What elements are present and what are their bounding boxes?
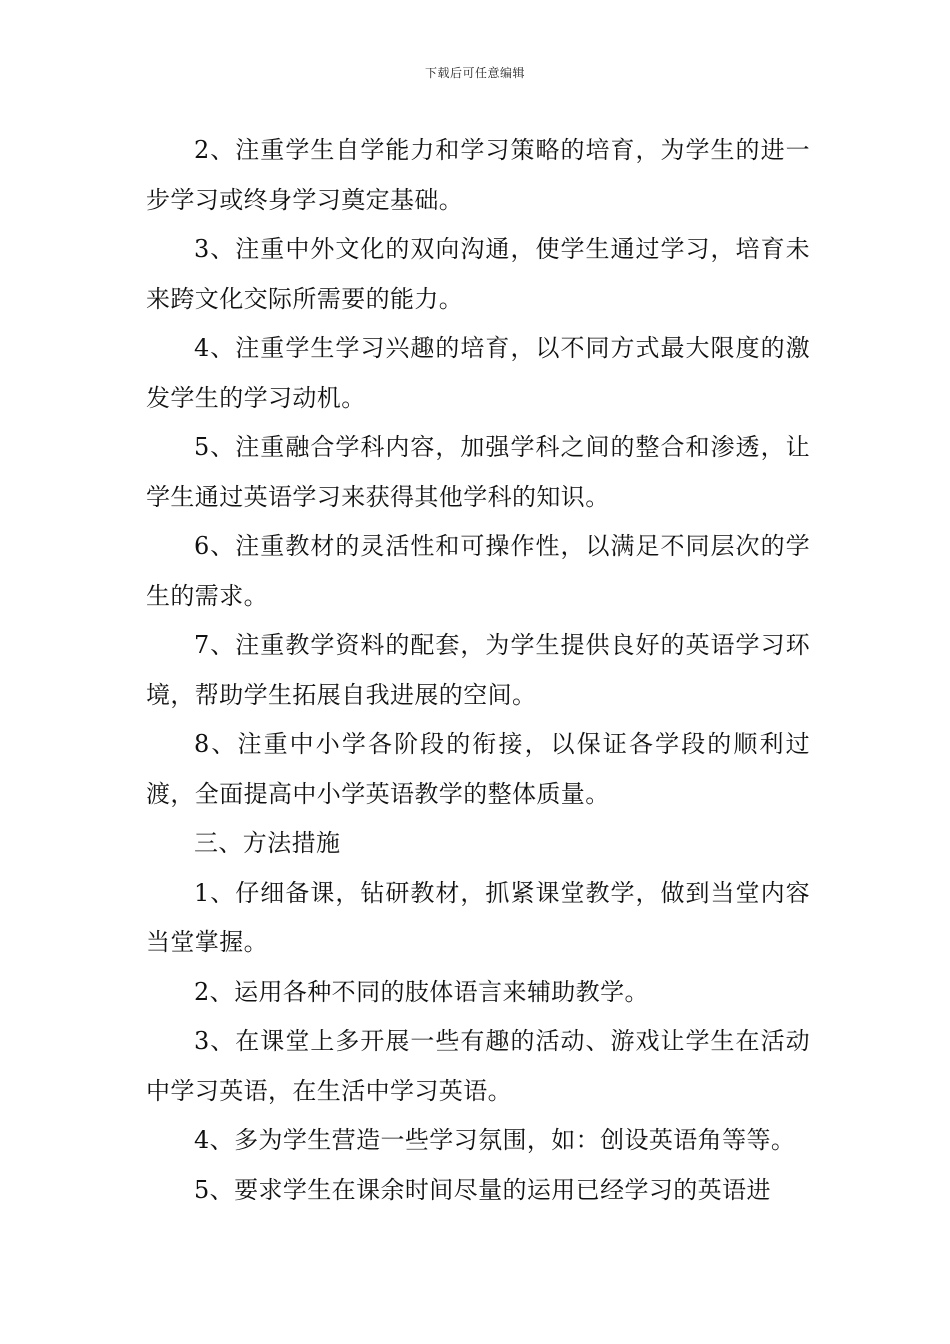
paragraph-point-2: 2、注重学生自学能力和学习策略的培育，为学生的进一步学习或终身学习奠定基础。 — [146, 136, 810, 214]
document-body — [146, 126, 810, 1215]
paragraph-method-5: 5、要求学生在课余时间尽量的运用已经学习的英语进 — [194, 1175, 771, 1204]
paragraph-point-8: 8、注重中小学各阶段的衔接，以保证各学段的顺利过渡，全面提高中小学英语教学的整体质量。 — [146, 730, 810, 808]
paragraph-point-4: 4、注重学生学习兴趣的培育，以不同方式最大限度的激发学生的学习动机。 — [146, 334, 810, 412]
paragraph-point-6: 6、注重教材的灵活性和可操作性，以满足不同层次的学生的需求。 — [146, 532, 810, 610]
paragraph-method-4: 4、多为学生营造一些学习氛围，如：创设英语角等等。 — [194, 1126, 796, 1154]
paragraph-method-3: 3、在课堂上多开展一些有趣的活动、游戏让学生在活动中学习英语，在生活中学习英语。 — [146, 1027, 810, 1105]
page-header-note: 下载后可任意编辑 — [424, 66, 525, 80]
paragraph-point-7: 7、注重教学资料的配套，为学生提供良好的英语学习环境，帮助学生拓展自我进展的空间。 — [146, 631, 810, 709]
paragraph-method-1: 1、仔细备课，钻研教材，抓紧课堂教学，做到当堂内容当堂掌握。 — [146, 878, 810, 956]
paragraph-point-3: 3、注重中外文化的双向沟通，使学生通过学习，培育未来跨文化交际所需要的能力。 — [146, 235, 810, 313]
section-heading-methods: 三、方法措施 — [194, 829, 341, 857]
paragraph-point-5: 5、注重融合学科内容，加强学科之间的整合和渗透，让学生通过英语学习来获得其他学科的知识。 — [146, 433, 810, 511]
paragraph-method-2: 2、运用各种不同的肢体语言来辅助教学。 — [194, 977, 649, 1006]
